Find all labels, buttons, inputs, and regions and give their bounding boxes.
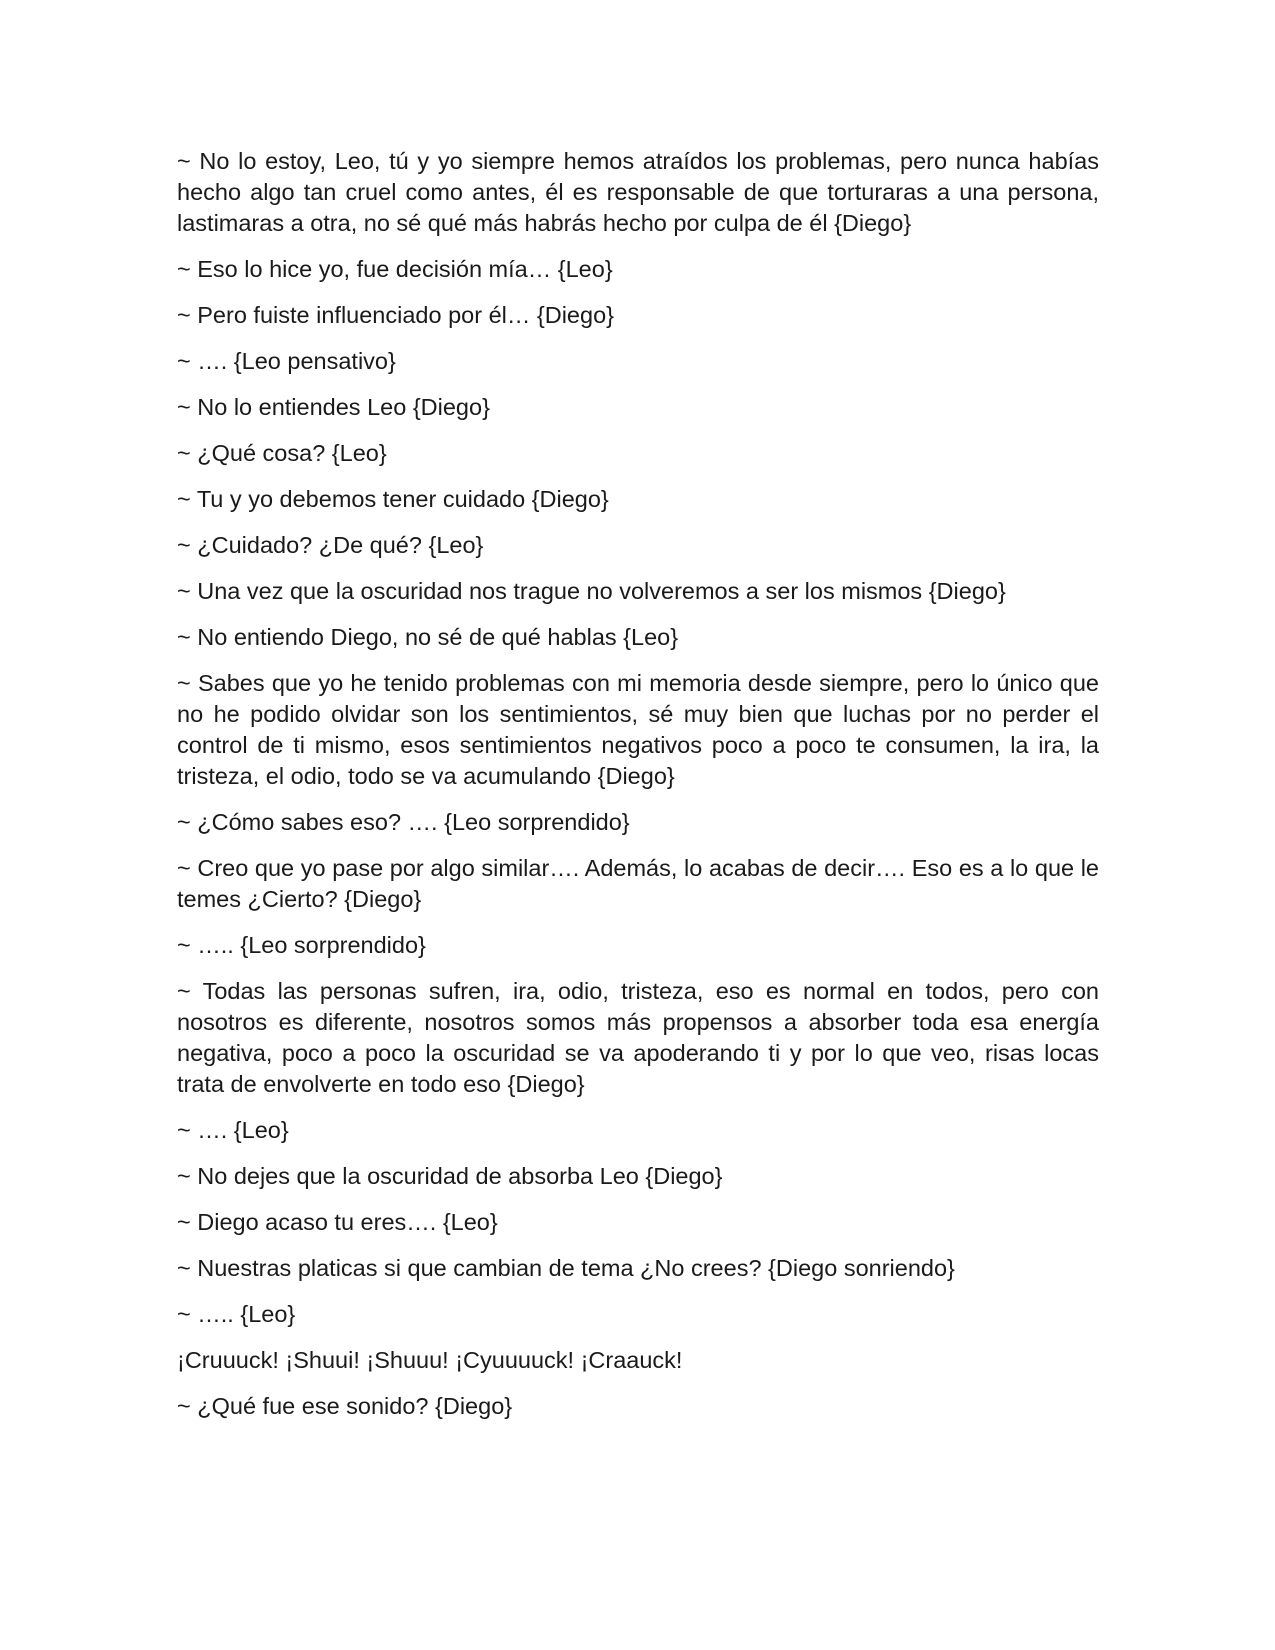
paragraph-2: ~ Eso lo hice yo, fue decisión mía… {Leo} xyxy=(177,256,613,282)
paragraph-10: ~ No entiendo Diego, no sé de qué hablas {Leo} xyxy=(177,624,679,650)
paragraph-7: ~ Tu y yo debemos tener cuidado {Diego} xyxy=(177,486,609,512)
paragraph-1: ~ No lo estoy, Leo, tú y yo siempre hemos atraídos los problemas, pero nunca habías hecho algo tan cruel como antes, él es responsable de que torturaras a una persona, lastimaras a otra, no sé qué más habrás hecho por culpa de él {Diego} xyxy=(177,148,1099,236)
paragraph-18: ~ Diego acaso tu eres…. {Leo} xyxy=(177,1209,498,1235)
paragraph-9: ~ Una vez que la oscuridad nos trague no volveremos a ser los mismos {Diego} xyxy=(177,578,1006,604)
paragraph-20: ~ ….. {Leo} xyxy=(177,1301,296,1327)
sound-effects-line: ¡Cruuuck! ¡Shuui! ¡Shuuu! ¡Cyuuuuck! ¡Craauck! xyxy=(177,1347,683,1373)
paragraph-3: ~ Pero fuiste influenciado por él… {Diego} xyxy=(177,302,614,328)
paragraph-22: ~ ¿Qué fue ese sonido? {Diego} xyxy=(177,1393,513,1419)
document-body xyxy=(177,146,1099,1437)
paragraph-4: ~ …. {Leo pensativo} xyxy=(177,348,396,374)
paragraph-14: ~ ….. {Leo sorprendido} xyxy=(177,932,426,958)
paragraph-8: ~ ¿Cuidado? ¿De qué? {Leo} xyxy=(177,532,484,558)
paragraph-17: ~ No dejes que la oscuridad de absorba Leo {Diego} xyxy=(177,1163,723,1189)
paragraph-12: ~ ¿Cómo sabes eso? …. {Leo sorprendido} xyxy=(177,809,630,835)
paragraph-6: ~ ¿Qué cosa? {Leo} xyxy=(177,440,387,466)
paragraph-11: ~ Sabes que yo he tenido problemas con mi memoria desde siempre, pero lo único que no he podido olvidar son los sentimientos, sé muy bien que luchas por no perder el control de ti mismo, esos sentimientos negativos poco a poco te consumen, la ira, la tristeza, el odio, todo se va acumulando {Diego} xyxy=(177,670,1099,789)
paragraph-16: ~ …. {Leo} xyxy=(177,1117,289,1143)
paragraph-15: ~ Todas las personas sufren, ira, odio, tristeza, eso es normal en todos, pero con nosotros es diferente, nosotros somos más propensos a absorber toda esa energía negativa, poco a poco la oscuridad se va apoderando ti y por lo que veo, risas locas trata de envolverte en todo eso {Diego} xyxy=(177,978,1099,1097)
paragraph-13: ~ Creo que yo pase por algo similar…. Además, lo acabas de decir…. Eso es a lo que le temes ¿Cierto? {Diego} xyxy=(177,855,1099,912)
paragraph-5: ~ No lo entiendes Leo {Diego} xyxy=(177,394,490,420)
paragraph-19: ~ Nuestras platicas si que cambian de tema ¿No crees? {Diego sonriendo} xyxy=(177,1255,955,1281)
